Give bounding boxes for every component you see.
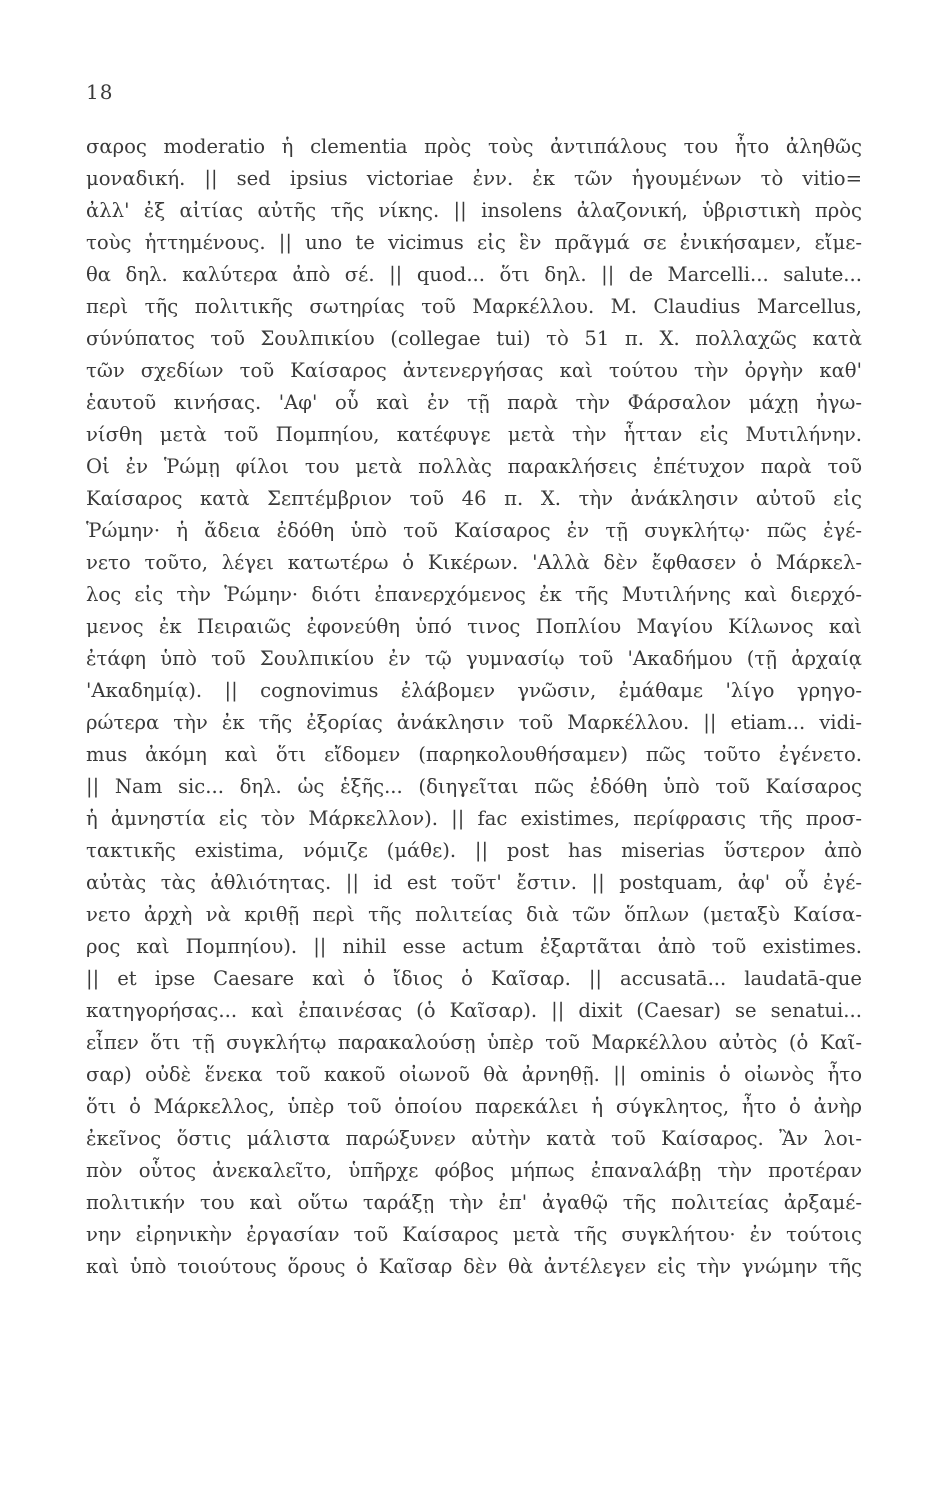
text-line: ρος καὶ Πομπηίου). || nihil esse actum ἐξαρτᾶται ἀπὸ τοῦ existimes. — [86, 935, 862, 958]
text-line: τακτικῆς existima, νόμιζε (μάθε). || post has miserias ὕστερον ἀπὸ — [86, 839, 862, 862]
text-line: Καίσαρος κατὰ Σεπτέμβριον τοῦ 46 π. Χ. τὴν ἀνάκλησιν αὐτοῦ εἰς — [86, 487, 862, 510]
text-line: 'Ακαδημίᾳ). || cognovimus ἐλάβομεν γνῶσιν, ἐμάθαμε 'λίγο γρηγο- — [86, 679, 862, 702]
text-line: || Nam sic... δηλ. ὡς ἑξῆς... (διηγεῖται πῶς ἐδόθη ὑπὸ τοῦ Καίσαρος — [86, 775, 862, 798]
text-line: ἑαυτοῦ κινήσας. 'Αφ' οὗ καὶ ἐν τῇ παρὰ τὴν Φάρσαλον μάχῃ ἠγω- — [86, 391, 862, 414]
text-line: σαρ) οὐδὲ ἕνεκα τοῦ κακοῦ οἰωνοῦ θὰ ἀρνηθῇ. || ominis ὁ οἰωνὸς ἦτο — [86, 1063, 862, 1086]
text-line: σαρος moderatio ἡ clementia πρὸς τοὺς ἀντιπάλους του ἦτο ἀληθῶς — [86, 135, 862, 158]
commentary-text — [86, 131, 862, 1283]
text-line: ἡ ἀμνηστία εἰς τὸν Μάρκελλον). || fac existimes, περίφρασις τῆς προσ- — [86, 807, 862, 830]
text-line: αὐτὰς τὰς ἀθλιότητας. || id est τοῦτ' ἔστιν. || postquam, ἀφ' οὗ ἐγέ- — [86, 871, 862, 894]
text-line: μοναδική. || sed ipsius victoriae ἐνν. ἐκ τῶν ἡγουμένων τὸ vitio= — [86, 167, 862, 190]
text-line: τοὺς ἡττημένους. || uno te vicimus εἰς ἓν πρᾶγμά σε ἐνικήσαμεν, εἴμε- — [86, 231, 862, 254]
text-line: νετο τοῦτο, λέγει κατωτέρω ὁ Κικέρων. 'Αλλὰ δὲν ἔφθασεν ὁ Μάρκελ- — [86, 551, 862, 574]
text-line: καὶ ὑπὸ τοιούτους ὅρους ὁ Καῖσαρ δὲν θὰ ἀντέλεγεν εἰς τὴν γνώμην τῆς — [86, 1255, 862, 1278]
text-line: κατηγορήσας... καὶ ἐπαινέσας (ὁ Καῖσαρ). || dixit (Caesar) se senatui... — [86, 999, 862, 1022]
text-line: πολιτικήν του καὶ οὕτω ταράξῃ τὴν ἐπ' ἀγαθῷ τῆς πολιτείας ἀρξαμέ- — [86, 1191, 862, 1214]
text-line: Οἱ ἐν Ῥώμῃ φίλοι του μετὰ πολλὰς παρακλήσεις ἐπέτυχον παρὰ τοῦ — [86, 455, 862, 478]
text-line: νετο ἀρχὴ νὰ κριθῇ περὶ τῆς πολιτείας διὰ τῶν ὅπλων (μεταξὺ Καίσα- — [86, 903, 862, 926]
text-line: εἶπεν ὅτι τῇ συγκλήτῳ παρακαλούσῃ ὑπὲρ τοῦ Μαρκέλλου αὐτὸς (ὁ Καῖ- — [86, 1031, 862, 1054]
text-line: περὶ τῆς πολιτικῆς σωτηρίας τοῦ Μαρκέλλου. M. Claudius Marcellus, — [86, 295, 862, 318]
text-line: νην εἰρηνικὴν ἐργασίαν τοῦ Καίσαρος μετὰ τῆς συγκλήτου· ἐν τούτοις — [86, 1223, 862, 1246]
text-line: θα δηλ. καλύτερα ἀπὸ σέ. || quod... ὅτι δηλ. || de Marcelli... salute... — [86, 263, 862, 286]
page-number: 18 — [86, 80, 114, 104]
text-line: σύνύπατος τοῦ Σουλπικίου (collegae tui) τὸ 51 π. Χ. πολλαχῶς κατὰ — [86, 327, 862, 350]
text-line: πὸν οὗτος ἀνεκαλεῖτο, ὑπῆρχε φόβος μήπως ἐπαναλάβῃ τὴν προτέραν — [86, 1159, 862, 1182]
text-line: ρώτερα τὴν ἐκ τῆς ἐξορίας ἀνάκλησιν τοῦ Μαρκέλλου. || etiam... vidi- — [86, 711, 862, 734]
text-line: || et ipse Caesare καὶ ὁ ἴδιος ὁ Καῖσαρ. || accusatā... laudatā-que — [86, 967, 862, 990]
text-line: μενος ἐκ Πειραιῶς ἐφονεύθη ὑπό τινος Ποπλίου Μαγίου Κίλωνος καὶ — [86, 615, 862, 638]
text-line: ἐκεῖνος ὅστις μάλιστα παρώξυνεν αὐτὴν κατὰ τοῦ Καίσαρος. Ἂν λοι- — [86, 1127, 862, 1150]
text-line: ὅτι ὁ Μάρκελλος, ὑπὲρ τοῦ ὁποίου παρεκάλει ἡ σύγκλητος, ἦτο ὁ ἀνὴρ — [86, 1095, 862, 1118]
text-line: τῶν σχεδίων τοῦ Καίσαρος ἀντενεργήσας καὶ τούτου τὴν ὀργὴν καθ' — [86, 359, 862, 382]
text-line: λος εἰς τὴν Ῥώμην· διότι ἐπανερχόμενος ἐκ τῆς Μυτιλήνης καὶ διερχό- — [86, 583, 862, 606]
text-line: ἐτάφη ὑπὸ τοῦ Σουλπικίου ἐν τῷ γυμνασίῳ τοῦ 'Ακαδήμου (τῇ ἀρχαίᾳ — [86, 647, 862, 670]
text-line: mus ἀκόμη καὶ ὅτι εἴδομεν (παρηκολουθήσαμεν) πῶς τοῦτο ἐγένετο. — [86, 743, 862, 766]
text-line: νίσθη μετὰ τοῦ Πομπηίου, κατέφυγε μετὰ τὴν ἧτταν εἰς Μυτιλήνην. — [86, 423, 862, 446]
text-line: Ῥώμην· ἡ ἄδεια ἐδόθη ὑπὸ τοῦ Καίσαρος ἐν τῇ συγκλήτῳ· πῶς ἐγέ- — [86, 519, 862, 542]
text-line: ἀλλ' ἐξ αἰτίας αὐτῆς τῆς νίκης. || insolens ἀλαζονική, ὑβριστικὴ πρὸς — [86, 199, 862, 222]
